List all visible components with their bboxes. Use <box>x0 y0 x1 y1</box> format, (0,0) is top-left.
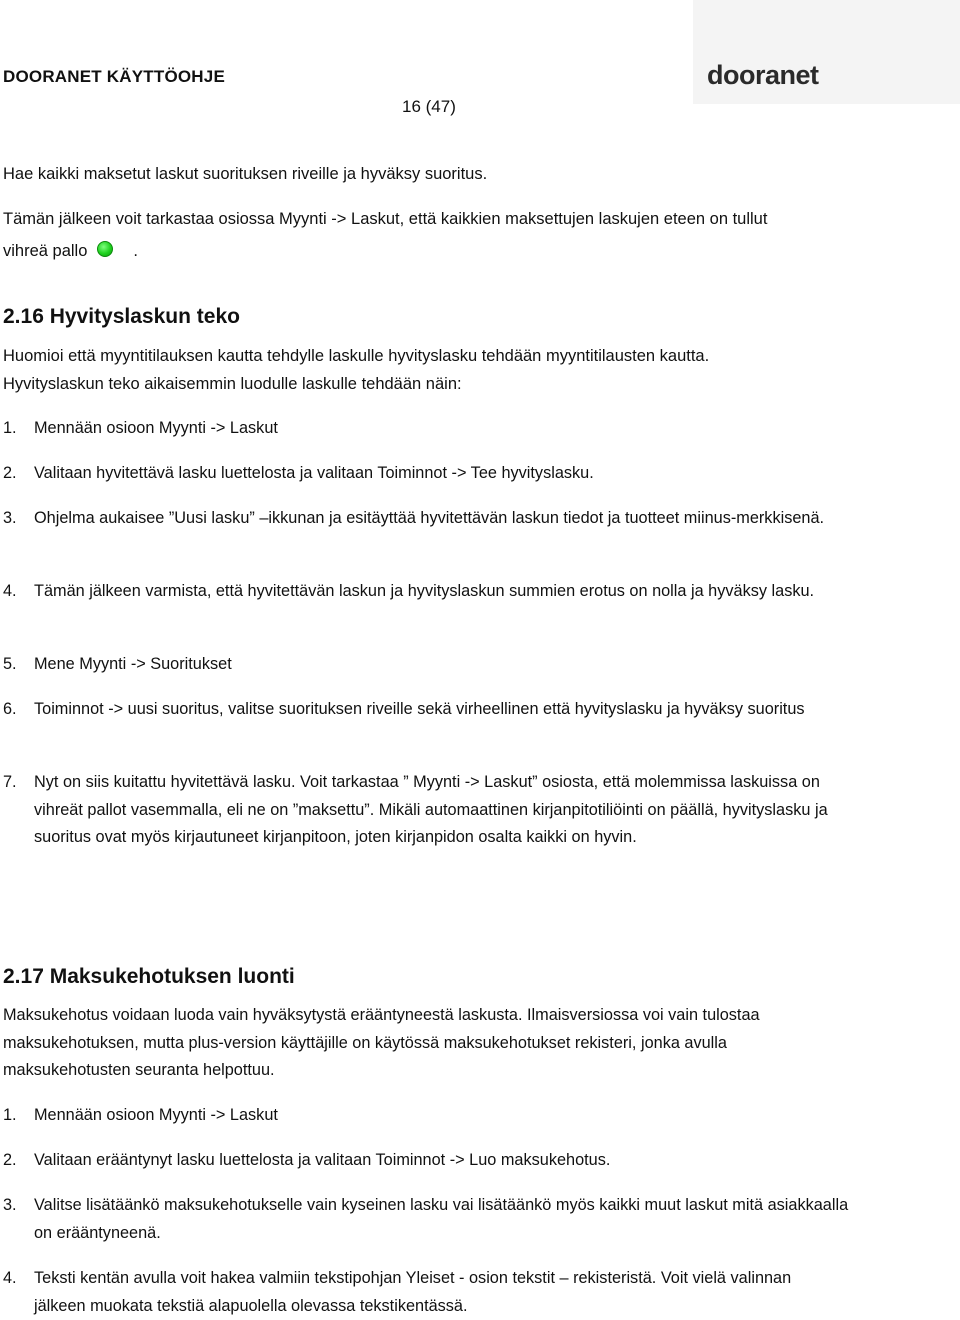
list-item-number: 1. <box>3 419 17 437</box>
logo-wordmark: dooranet <box>707 60 819 90</box>
green-ball-icon <box>97 241 113 257</box>
list-item-text: Valitaan hyvitettävä lasku luettelosta ja valitaan Toiminnot -> Tee hyvityslasku. <box>34 464 594 482</box>
document-title: DOORANET KÄYTTÖOHJE <box>3 67 225 86</box>
list-item-text: Ohjelma aukaisee ”Uusi lasku” –ikkunan ja esitäyttää hyvitettävän laskun tiedot ja tuotteet miinus-merkkisenä. <box>34 509 825 527</box>
dooranet-logo <box>693 0 960 104</box>
list-item-number: 6. <box>3 700 17 718</box>
list-item-number: 1. <box>3 1106 17 1124</box>
list-item-text: Toiminnot -> uusi suoritus, valitse suorituksen riveille sekä virheellinen että hyvityslasku ja hyväksy suoritus <box>34 700 805 718</box>
list-item-number: 7. <box>3 773 17 791</box>
intro-line-3 <box>3 241 138 261</box>
section-heading-2-16: 2.16 Hyvityslaskun teko <box>3 305 240 328</box>
section-heading-2-17: 2.17 Maksukehotuksen luonti <box>3 965 295 988</box>
list-item-text: Mene Myynti -> Suoritukset <box>34 655 232 673</box>
list-item-text: Teksti kentän avulla voit hakea valmiin tekstipohjan Yleiset - osion tekstit – rekisteristä. Voit vielä valinnan jälkeen muokata tekstiä alapuolella olevassa tekstikentässä. <box>34 1269 792 1315</box>
list-item-number: 4. <box>3 582 17 600</box>
list-item-text: Valitaan erääntynyt lasku luettelosta ja valitaan Toiminnot -> Luo maksukehotus. <box>34 1151 611 1169</box>
list-item-text: Valitse lisätäänkö maksukehotukselle vain kyseinen lasku vai lisätäänkö myös kaikki muut laskut mitä asiakkaalla on erääntyneenä. <box>34 1196 849 1242</box>
page-number: 16 (47) <box>402 97 456 116</box>
section-2-16-paragraph-2: Hyvityslaskun teko aikaisemmin luodulle laskulle tehdään näin: <box>3 375 462 393</box>
section-2-16-paragraph-1: Huomioi että myyntitilauksen kautta tehdylle laskulle hyvityslasku tehdään myyntitilausten kautta. <box>3 347 710 365</box>
list-item-text: Mennään osioon Myynti -> Laskut <box>34 1106 278 1124</box>
section-2-17-paragraph-1: Maksukehotus voidaan luoda vain hyväksytystä erääntyneestä laskusta. Ilmaisversiossa voi vain tulostaa maksukehotuksen, mutta plus-version käyttäjille on käytössä maksukehotukset rekisteri, jonka avulla maksukehotusten seuranta helpottuu. <box>3 1006 760 1079</box>
intro-line-1: Hae kaikki maksetut laskut suorituksen riveille ja hyväksy suoritus. <box>3 165 488 183</box>
list-item-number: 4. <box>3 1269 17 1287</box>
list-item-text: Mennään osioon Myynti -> Laskut <box>34 419 278 437</box>
list-item-number: 2. <box>3 464 17 482</box>
list-item-text: Tämän jälkeen varmista, että hyvitettävän laskun ja hyvityslaskun summien erotus on nolla ja hyväksy lasku. <box>34 582 815 600</box>
list-item-number: 3. <box>3 509 17 527</box>
list-item-number: 3. <box>3 1196 17 1214</box>
list-item-text: Nyt on siis kuitattu hyvitettävä lasku. Voit tarkastaa ” Myynti -> Laskut” osiosta, että molemmissa laskuissa on vihreät pallot vasemmalla, eli ne on ”maksettu”. Mikäli automaattinen kirjanpitotiliöinti on päällä, hyvityslasku ja suoritus ovat myös kirjautuneet kirjanpitoon, joten kirjanpidon osalta kaikki on hyvin. <box>34 773 828 846</box>
list-item-number: 2. <box>3 1151 17 1169</box>
intro-line-3-text: vihreä pallo <box>3 242 88 260</box>
intro-line-2: Tämän jälkeen voit tarkastaa osiossa Myynti -> Laskut, että kaikkien maksettujen laskujen eteen on tullut <box>3 210 768 228</box>
intro-line-3-end: . <box>133 242 138 260</box>
list-item-number: 5. <box>3 655 17 673</box>
